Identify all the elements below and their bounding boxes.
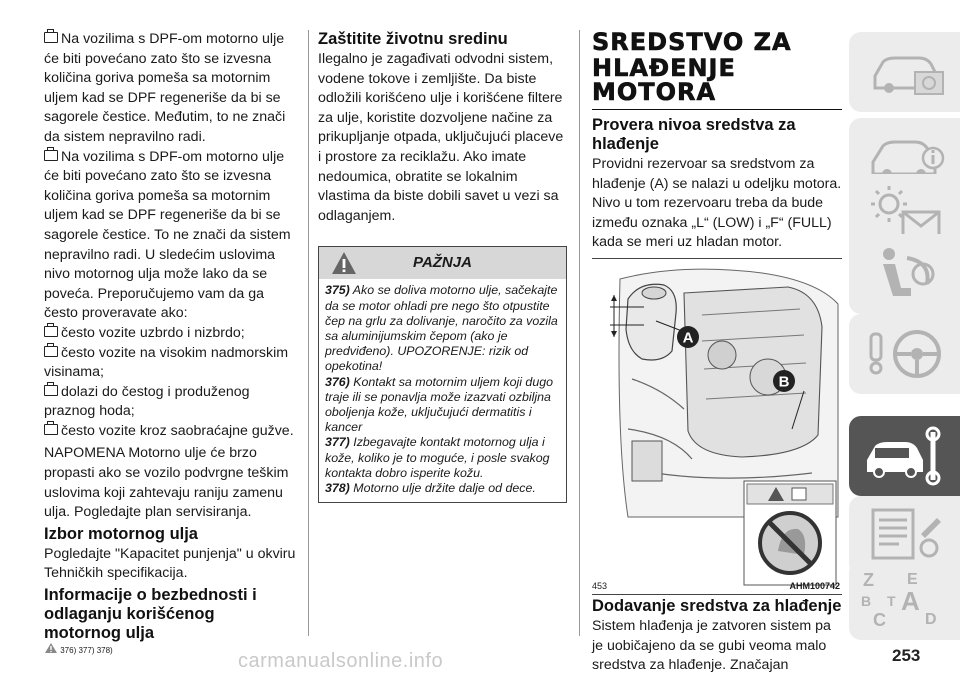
tab-index[interactable] [849,560,960,640]
svg-text:T: T [887,593,896,609]
svg-text:C: C [873,610,886,630]
note-377: 377) Izbegavajte kontakt motornog ulja i kože, koliko je to moguće, i posle svakog kontakta dobro isperite kožu. [325,435,550,480]
svg-text:A: A [901,586,920,616]
bullet-icon [44,424,58,435]
engine-bay-illustration [592,259,842,594]
refs-text: 376) 377) 378) [60,646,113,656]
column-middle [318,30,567,503]
tab-maintenance[interactable] [849,416,960,496]
column-divider [579,30,580,636]
warning-header [319,247,566,279]
list-item: dolazi do čestog i produženog praznog hoda; [44,383,250,420]
heading-provera: Provera nivoa sredstva za hlađenje [592,116,796,153]
dpf-paragraph-1: Na vozilima s DPF-om motorno ulje će biti povećano zato što se izvesna količina goriva pomeša sa motornim uljem kad se DPF regeneriše da bi se sagorele čestice. Međutim, to ne znači da sistem nepravilno radi. [44,31,286,145]
steering-wheel-icon [867,324,947,384]
dodavanje-paragraph: Sistem hlađenja je zatvoren sistem pa je uobičajeno da se gubi veoma malo sredstva za hlađenje. Značajan [592,617,831,674]
svg-text:Z: Z [863,570,874,590]
note-375: 375) Ako se doliva motorno ulje, sačekajte da se motor ohladi pre nego što otpustite čep na grlu za dolivanje, naročito za vozila sa aluminijumskim čepom (ako je predviđeno). UPOZORENJE: rizik od opekotina! [325,283,558,374]
svg-text:A: A [682,329,694,347]
note-376: 376) Kontakt sa motornim uljem koji dugo traje ili se ponavlja može izazvati ozbiljna oboljenja kože, uključujući dermatitis i kancer [325,374,553,435]
svg-text:E: E [907,571,918,588]
car-maintenance-icon [863,426,943,486]
watermark: carmanualsonline.info [238,650,444,672]
figure-number: 453 [592,580,608,591]
list-item: često vozite kroz saobraćajne gužve. [44,422,296,442]
car-dashboard-icon [867,42,947,102]
column-left [44,30,296,655]
warning-title: PAŽNJA [413,254,472,272]
label-a-marker [677,326,699,348]
bullet-icon [44,385,58,396]
napomena-paragraph: NAPOMENA Motorno ulje će brzo propasti ako se vozilo podvrgne teškim uslovima koji zahtevaju raniju zamenu ulja. Pogledajte plan servisiranja. [44,445,289,521]
warning-box [318,246,567,503]
airbag-seat-icon [867,244,947,304]
svg-text:B: B [861,593,872,609]
figure-bottom-rule [592,594,842,595]
warning-lights-icon [867,182,947,242]
tab-starting-driving[interactable] [849,314,960,394]
bullet-icon [44,32,58,43]
bullet-icon [44,326,58,337]
title-rule [592,109,842,110]
list-item: često vozite uzbrdo i nizbrdo; [44,324,296,344]
svg-text:B: B [778,373,790,391]
heading-dodavanje: Dodavanje sredstva za hlađenje [592,596,842,615]
list-item: često vozite na visokim nadmorskim visinama; [44,344,289,381]
page-number: 253 [892,646,921,665]
figure-code: AHM100742 [789,580,840,591]
bullet-icon [44,346,58,357]
svg-text:D: D [925,611,937,628]
label-b-marker [773,370,795,392]
tab-dashboard[interactable] [849,32,960,112]
specifications-icon [867,504,947,564]
engine-figure [592,259,842,594]
heading-zastitite: Zaštitite životnu sredinu [318,30,508,48]
heading-informacije: Informacije o bezbednosti i odlaganju korišćenog motornog ulja [44,586,257,643]
column-divider [308,30,309,636]
index-letters-icon [859,566,949,630]
warning-icon [44,642,58,654]
zastitite-paragraph: Ilegalno je zagađivati odvodni sistem, vodene tokove i zemljište. Da biste odložili korišćeno ulje i korišćene filtere za ulje, koristite dozvoljene načine za prikupljanje otpada, uključujući placeve i prostore za reciklažu. Ako imate nedoumica, obratite se lokalnim vlastima da biste dobili savet u vezi sa odlaganjem. [318,51,564,224]
note-378: 378) Motorno ulje držite dalje od dece. [325,480,536,495]
column-right [592,30,842,676]
tab-safety[interactable] [849,234,960,314]
bullet-icon [44,150,58,161]
dpf-paragraph-2: Na vozilima s DPF-om motorno ulje će biti povećano zato što se izvesna količina goriva pomeša sa motornim uljem kad se DPF regeneriše da bi se sagorele čestice. To ne znači da sistem nepravilno radi. U sledećim uslovima nivo motornog ulja može lako da se poveća. Preporučujemo vam da ga često proveravate ako: [44,148,291,322]
no-open-hot-warning-inset [744,481,836,585]
izbor-paragraph: Pogledajte "Kapacitet punjenja" u okviru Tehničkih specifikacija. [44,545,296,582]
section-title: SREDSTVO ZA HLAĐENJE MOTORA [592,28,792,106]
provera-paragraph: Providni rezervoar sa sredstvom za hlađenje (A) se nalazi u odeljku motora. Nivo u tom rezervoaru treba da bude između oznaka „L“ (LOW) i „F“ (FULL) kada se meri uz hladan motor. [592,156,842,251]
heading-izbor: Izbor motornog ulja [44,524,198,543]
